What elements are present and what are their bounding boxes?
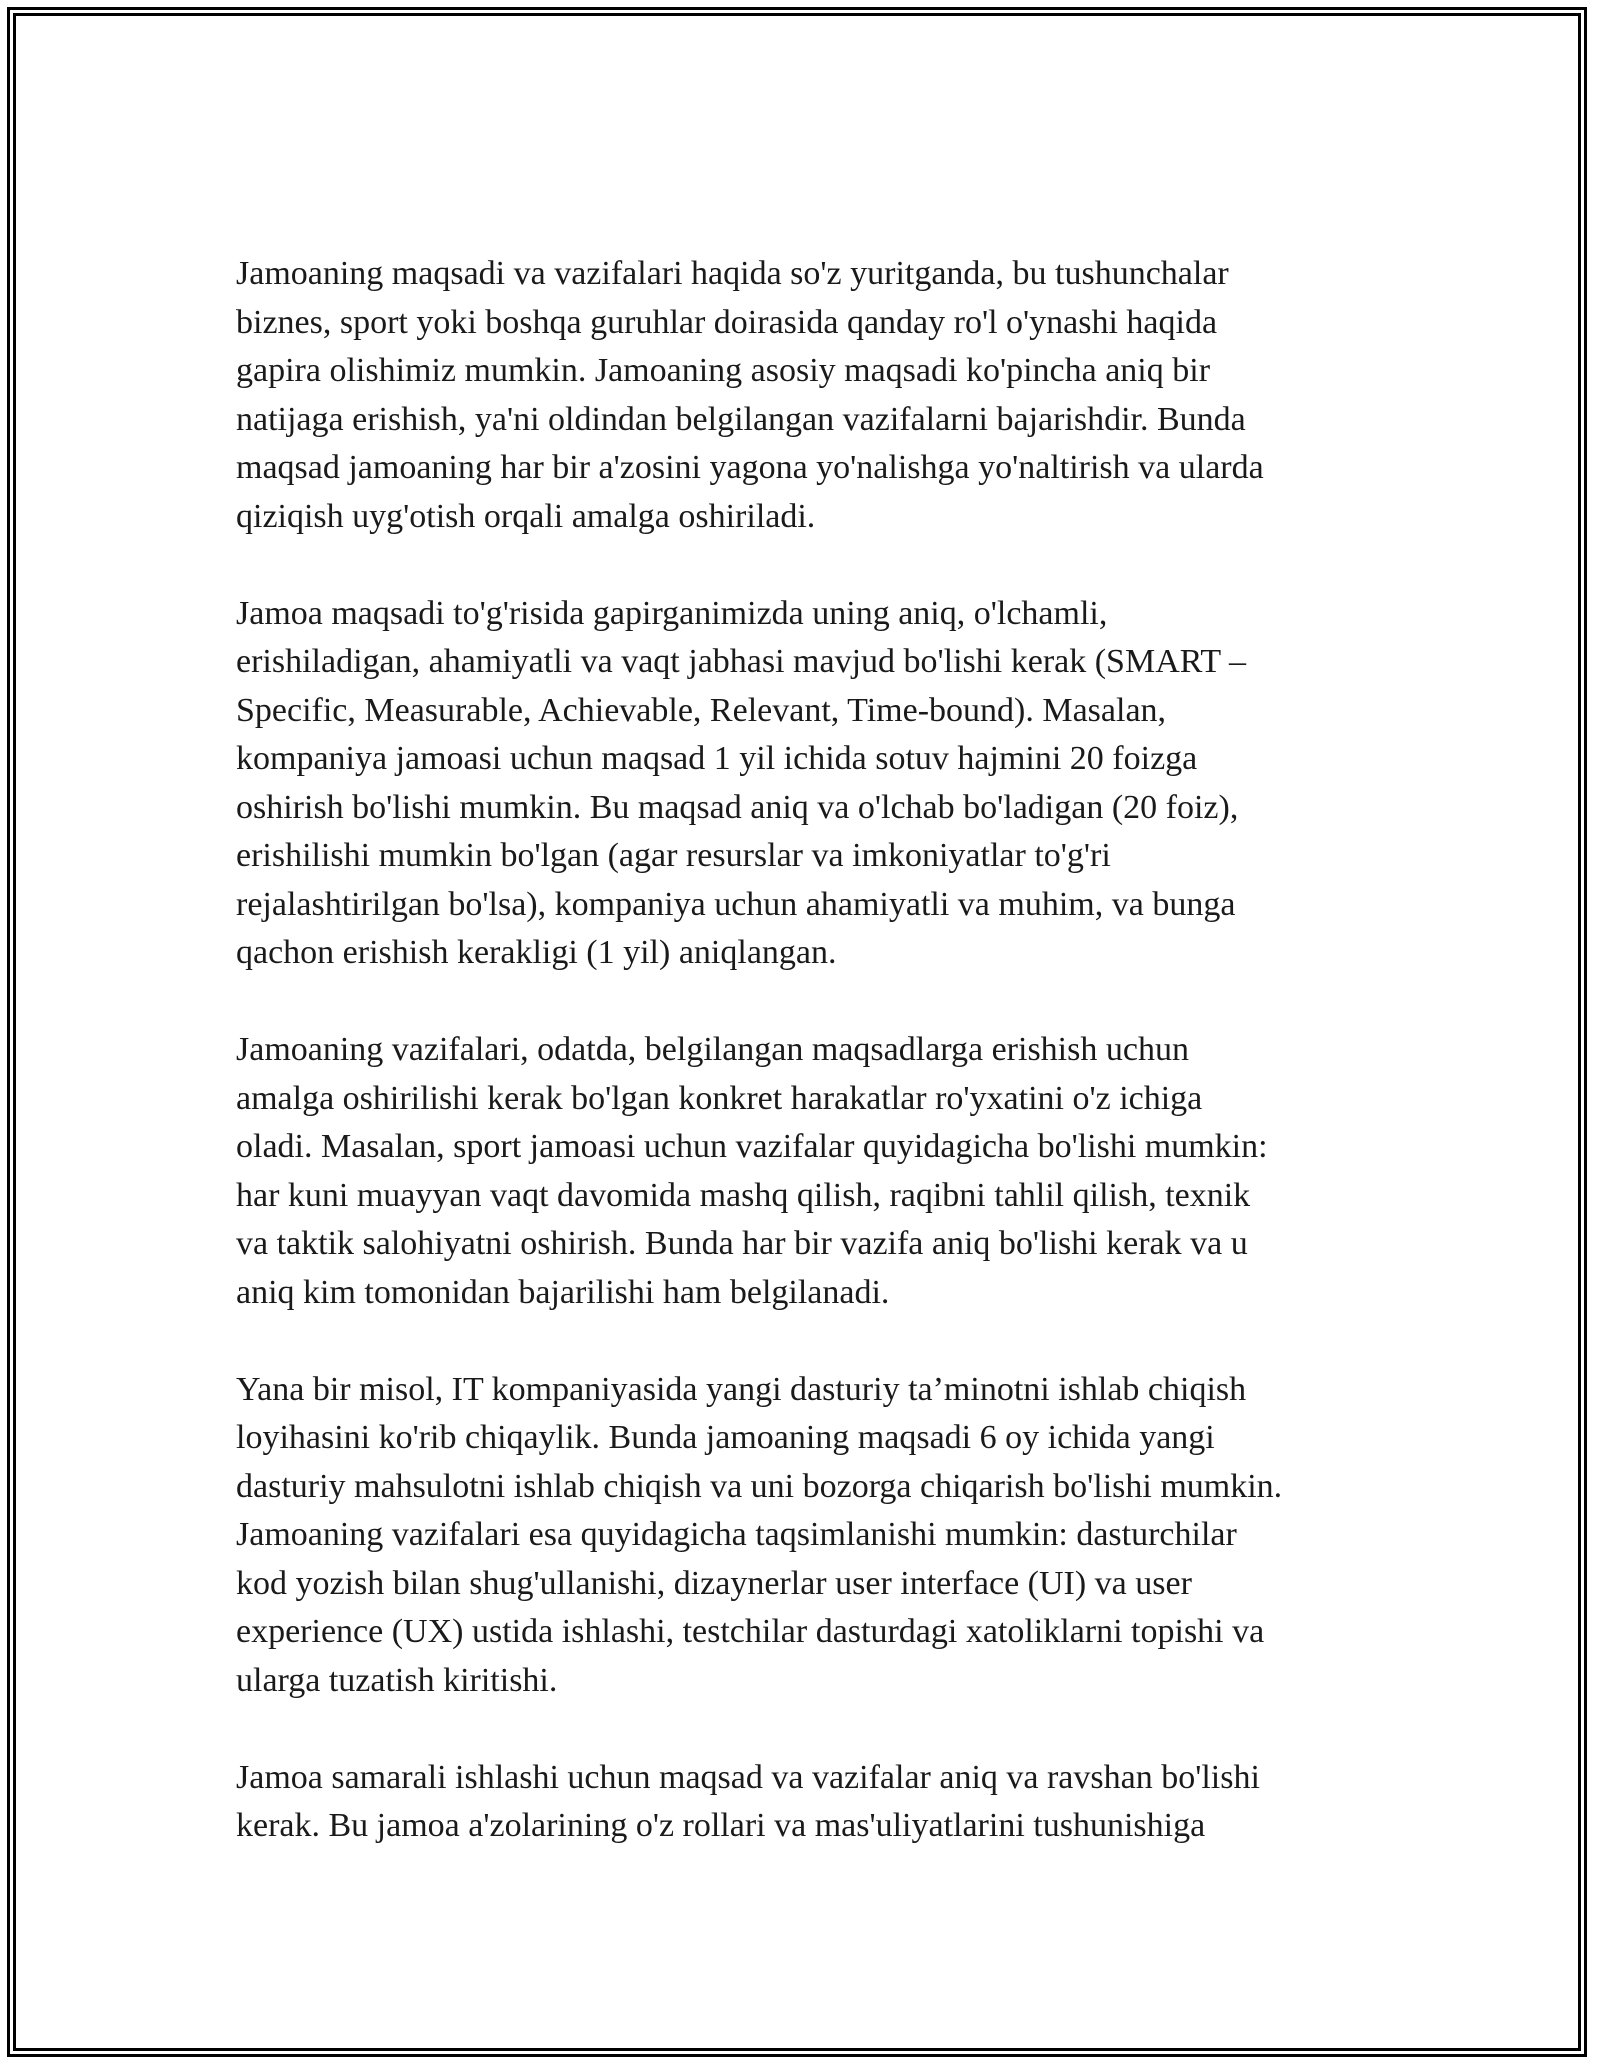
text-line: gapira olishimiz mumkin. Jamoaning asosiy maqsadi ko'pincha aniq bir <box>236 352 1211 389</box>
paragraph-2 <box>236 590 1376 978</box>
text-line: va taktik salohiyatni oshirish. Bunda har bir vazifa aniq bo'lishi kerak va u <box>236 1225 1248 1262</box>
text-line: Jamoaning vazifalari esa quyidagicha taqsimlanishi mumkin: dasturchilar <box>236 1516 1237 1553</box>
text-line: kerak. Bu jamoa a'zolarining o'z rollari va mas'uliyatlarini tushunishiga <box>236 1807 1206 1844</box>
text-line: oshirish bo'lishi mumkin. Bu maqsad aniq va o'lchab bo'ladigan (20 foiz), <box>236 788 1239 826</box>
text-line: Jamoa samarali ishlashi uchun maqsad va vazifalar aniq va ravshan bo'lishi <box>236 1758 1260 1796</box>
text-line: kod yozish bilan shug'ullanishi, dizaynerlar user interface (UI) va user <box>236 1564 1192 1602</box>
text-line: Jamoaning vazifalari, odatda, belgilangan maqsadlarga erishish uchun <box>236 1031 1189 1068</box>
paragraph-5 <box>236 1754 1376 1851</box>
text-line: aniq kim tomonidan bajarilishi ham belgilanadi. <box>236 1273 890 1311</box>
paragraph-1 <box>236 250 1376 541</box>
text-line: Jamoaning maqsadi va vazifalari haqida so'z yuritganda, bu tushunchalar <box>236 255 1229 292</box>
text-line: erishiladigan, ahamiyatli va vaqt jabhasi mavjud bo'lishi kerak (SMART – <box>236 643 1247 680</box>
text-line: oladi. Masalan, sport jamoasi uchun vazifalar quyidagicha bo'lishi mumkin: <box>236 1128 1268 1165</box>
text-line: rejalashtirilgan bo'lsa), kompaniya uchun ahamiyatli va muhim, va bunga <box>236 885 1236 923</box>
text-line: experience (UX) ustida ishlashi, testchilar dasturdagi xatoliklarni topishi va <box>236 1613 1265 1650</box>
text-line: loyihasini ko'rib chiqaylik. Bunda jamoaning maqsadi 6 oy ichida yangi <box>236 1419 1215 1456</box>
text-line: maqsad jamoaning har bir a'zosini yagona yo'nalishga yo'naltirish va ularda <box>236 449 1264 486</box>
text-line: dasturiy mahsulotni ishlab chiqish va uni bozorga chiqarish bo'lishi mumkin. <box>236 1467 1283 1505</box>
text-line: qiziqish uyg'otish orqali amalga oshiriladi. <box>236 497 816 535</box>
text-line: natijaga erishish, ya'ni oldindan belgilangan vazifalarni bajarishdir. Bunda <box>236 400 1246 438</box>
document-body <box>236 250 1376 1899</box>
text-line: kompaniya jamoasi uchun maqsad 1 yil ichida sotuv hajmini 20 foizga <box>236 740 1198 777</box>
text-line: amalga oshirilishi kerak bo'lgan konkret harakatlar ro'yxatini o'z ichiga <box>236 1079 1203 1117</box>
paragraph-3 <box>236 1026 1376 1317</box>
text-line: qachon erishish kerakligi (1 yil) aniqlangan. <box>236 934 837 971</box>
text-line: ularga tuzatish kiritishi. <box>236 1661 558 1699</box>
text-line: har kuni muayyan vaqt davomida mashq qilish, raqibni tahlil qilish, texnik <box>236 1176 1251 1214</box>
text-line: erishilishi mumkin bo'lgan (agar resurslar va imkoniyatlar to'g'ri <box>236 837 1111 874</box>
paragraph-4 <box>236 1366 1376 1706</box>
text-line: Yana bir misol, IT kompaniyasida yangi dasturiy ta’minotni ishlab chiqish <box>236 1370 1247 1408</box>
text-line: Specific, Measurable, Achievable, Relevant, Time-bound). Masalan, <box>236 691 1167 729</box>
text-line: Jamoa maqsadi to'g'risida gapirganimizda uning aniq, o'lchamli, <box>236 594 1108 632</box>
text-line: biznes, sport yoki boshqa guruhlar doirasida qanday ro'l o'ynashi haqida <box>236 303 1218 341</box>
